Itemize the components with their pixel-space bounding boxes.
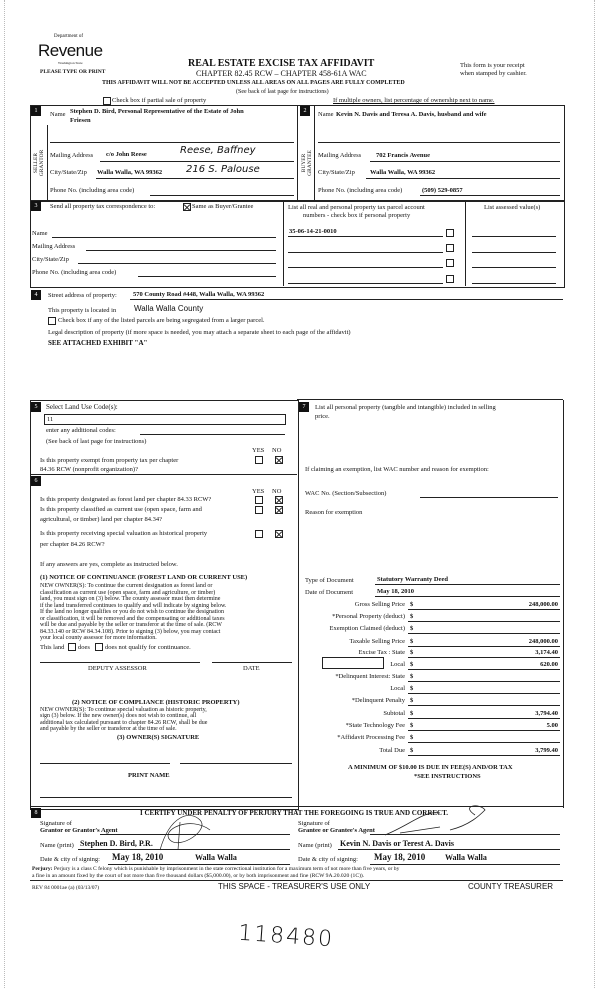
seller-city-label: City/State/Zip	[50, 169, 87, 176]
notice1-text: NEW OWNER(S): To continue the current designation as forest land or classification as current use (open space, farm and agriculture, or timber) land, you must sign on (3) below. The county assessor must then determine if the land transferred continues to qualify and will indicate by signing below. If the land no longer qualifies or you do not wish to continue the designation or classification, it will be removed and the compensating or additional taxes will be due and payable by the seller or transferor at the time of sale. (RCW 84.33.140 or RCW 84.34.108). Prior to signing (3) below, you may contact your local county assessor for more information.	[40, 583, 227, 641]
treasurer-use: THIS SPACE - TREASURER'S USE ONLY	[218, 882, 371, 891]
currency-sign: $	[410, 710, 414, 717]
personal-property-checkbox[interactable]	[446, 229, 454, 237]
owner-signature-field[interactable]	[40, 763, 170, 764]
grantor-city-field[interactable]: Walla Walla	[195, 853, 237, 862]
grantor-sig-label-2: Grantor or Grantor's Agent	[40, 827, 118, 834]
amount-label: Local	[390, 685, 405, 692]
amount-label: Subtotal	[383, 710, 405, 717]
owner-signature-label: (3) OWNER(S) SIGNATURE	[117, 734, 200, 741]
see-back: (See back of last page for instructions)	[236, 89, 329, 95]
amount-underline	[408, 681, 560, 682]
historic-yes-checkbox[interactable]	[255, 530, 263, 538]
grantee-date-label: Date & city of signing:	[298, 856, 358, 863]
exempt-no-checkbox[interactable]	[275, 456, 283, 464]
buyer-mailing-label: Mailing Address	[318, 152, 362, 159]
corr-name-field[interactable]	[52, 237, 276, 238]
warning: THIS AFFIDAVIT WILL NOT BE ACCEPTED UNLESS ALL AREAS ON ALL PAGES ARE FULLY COMPLETED	[102, 80, 405, 86]
same-as-buyer-label: Same as Buyer/Grantee	[192, 203, 254, 210]
corr-city-label: City/State/Zip	[32, 256, 69, 263]
currency-sign: $	[410, 601, 414, 608]
amount-label: Exemption Claimed (deduct)	[329, 625, 405, 632]
corr-phone-label: Phone No. (including area code)	[32, 269, 117, 276]
corr-name-label: Name	[32, 230, 48, 237]
handwritten-number: 118480	[237, 920, 335, 953]
amount-underline	[408, 657, 560, 658]
perjury-notice-2: a fine in an amount fixed by the court of not more than five thousand dollars ($5,000.00), or by both imprisonment and fine (RCW 9A.20.020 (1C)).	[32, 873, 365, 879]
currency-sign: $	[410, 625, 414, 632]
seller-mailing-label: Mailing Address	[50, 152, 94, 159]
amount-label: *Delinquent Interest: State	[335, 673, 405, 680]
section-number: 8	[31, 808, 41, 818]
see-back-5: (See back of last page for instructions)	[46, 438, 147, 445]
buyer-name-field[interactable]: Kevin N. Davis and Teresa A. Davis, husband and wife	[336, 111, 487, 118]
local-code-field[interactable]	[322, 657, 384, 669]
currency-sign: $	[410, 638, 414, 645]
amount-field[interactable]: 3,794.40	[535, 710, 558, 717]
assessor-date-field[interactable]	[212, 662, 292, 663]
grantee-sig-label-2: Grantee or Grantee's Agent	[298, 827, 375, 834]
chapter: CHAPTER 82.45 RCW – CHAPTER 458-61A WAC	[196, 69, 367, 78]
historic-no-checkbox[interactable]	[275, 530, 283, 538]
grantee-date-field[interactable]: May 18, 2010	[374, 852, 426, 862]
yes-header: YES	[252, 447, 265, 454]
owner-signature-field-2[interactable]	[180, 763, 292, 764]
county-field[interactable]: Walla Walla County	[134, 304, 204, 313]
parcel-header-2: numbers - check box if personal property	[303, 212, 411, 219]
section-number: 4	[31, 290, 41, 300]
corr-mailing-label: Mailing Address	[32, 243, 76, 250]
buyer-name-label: Name	[318, 111, 334, 118]
amount-field[interactable]: 3,799.40	[535, 747, 558, 754]
amount-underline	[408, 669, 560, 670]
land-use-field[interactable]: 11	[44, 414, 286, 425]
personal-property-checkbox[interactable]	[446, 275, 454, 283]
located-label: This property is located in	[48, 307, 117, 314]
amount-label: Local	[390, 661, 405, 668]
legal-description-field[interactable]: SEE ATTACHED EXHIBIT "A"	[48, 339, 148, 347]
notice2-title: (2) NOTICE OF COMPLIANCE (HISTORIC PROPERTY)	[72, 699, 240, 706]
section-number: 7	[299, 402, 309, 412]
street-address-field[interactable]: 570 County Road #448, Walla Walla, WA 99362	[133, 291, 265, 298]
partial-sale-label: Check box if partial sale of property	[112, 97, 207, 104]
buyer-mailing-field[interactable]: 702 Francis Avenue	[376, 152, 431, 159]
does-not-label: does not qualify for continuance.	[105, 644, 191, 651]
legal-description-label: Legal description of property (if more space is needed, you may attach a separate sheet to each page of the affidavit)	[48, 329, 351, 336]
segregated-checkbox[interactable]	[48, 317, 56, 325]
grantor-sig-label: Signature of	[40, 820, 72, 827]
please-type: PLEASE TYPE OR PRINT	[40, 69, 106, 75]
amount-field[interactable]: 248,000.00	[528, 601, 558, 608]
section-number: 6	[31, 476, 41, 486]
this-land-label: This land	[40, 644, 65, 651]
receipt-note-2: when stamped by cashier.	[460, 70, 527, 77]
assessed-value-field[interactable]	[472, 267, 556, 268]
amount-underline	[408, 693, 560, 694]
reason-label: Reason for exemption	[305, 509, 363, 516]
amount-underline	[408, 730, 560, 731]
amount-underline	[408, 621, 560, 622]
grantee-sig-label: Signature of	[298, 820, 330, 827]
grantee-name-field[interactable]: Kevin N. Davis or Terest A. Davis	[340, 839, 454, 848]
amount-field[interactable]: 248,000.00	[528, 638, 558, 645]
additional-codes-field[interactable]	[140, 434, 285, 435]
forest-no-checkbox[interactable]	[275, 496, 283, 504]
seller-phone-label: Phone No. (including area code)	[50, 187, 135, 194]
currency-sign: $	[410, 673, 414, 680]
currency-sign: $	[410, 649, 414, 656]
assessed-value-field[interactable]	[472, 236, 556, 237]
buyer-phone-label: Phone No. (including area code)	[318, 187, 403, 194]
corr-city-field[interactable]	[78, 263, 276, 264]
currency-sign: $	[410, 697, 414, 704]
amount-label: *Affidavit Processing Fee	[337, 734, 405, 741]
seller-name-field-line2[interactable]: Friesen	[70, 117, 91, 124]
grantor-date-label: Date & city of signing:	[40, 856, 100, 863]
minimum-note: A MINIMUM OF $10.00 IS DUE IN FEE(S) AND/OR TAX	[348, 764, 513, 771]
current-use-yes-checkbox[interactable]	[255, 506, 263, 514]
does-qualify-checkbox[interactable]	[68, 643, 76, 651]
no-header: NO	[272, 447, 282, 454]
amount-label: *Delinquent Penalty	[351, 697, 405, 704]
buyer-side-label: BUYER GRANTEE	[301, 150, 313, 176]
print-name-label: PRINT NAME	[128, 772, 170, 779]
personal-property-label-2: price.	[315, 413, 330, 420]
seller-side-label: SELLER GRANTOR	[33, 149, 45, 177]
see-instructions: *SEE INSTRUCTIONS	[414, 773, 481, 780]
exemption-label: If claiming an exemption, list WAC number and reason for exemption:	[305, 466, 489, 473]
county-treasurer: COUNTY TREASURER	[468, 882, 554, 891]
seller-city-field[interactable]: Walla Walla, WA 99362	[97, 169, 163, 176]
section-number: 1	[31, 106, 41, 116]
wac-field[interactable]	[420, 497, 558, 498]
parcel-number[interactable]: 35-06-14-21-0010	[289, 228, 337, 235]
assessed-value-field[interactable]	[472, 283, 556, 284]
certify-statement: I CERTIFY UNDER PENALTY OF PERJURY THAT THE FOREGOING IS TRUE AND CORRECT.	[140, 809, 449, 817]
grantor-name-field[interactable]: Stephen D. Bird, P.R.	[80, 839, 153, 848]
amount-underline	[408, 705, 560, 706]
seller-mailing-field[interactable]: c/o John Reese	[106, 151, 147, 158]
buyer-phone-field[interactable]: (509) 529-0857	[422, 187, 463, 194]
section-number: 5	[31, 402, 41, 412]
assessed-header: List assessed value(s)	[484, 204, 541, 211]
amount-label: *Personal Property (deduct)	[332, 613, 405, 620]
amount-underline	[408, 718, 560, 719]
amount-label: Taxable Selling Price	[349, 638, 405, 645]
forest-question: Is this property designated as forest land per chapter 84.33 RCW?	[40, 496, 212, 503]
receipt-note: This form is your receipt	[460, 62, 525, 69]
form-title: REAL ESTATE EXCISE TAX AFFIDAVIT	[188, 58, 375, 69]
buyer-city-label: City/State/Zip	[318, 169, 355, 176]
exempt-yes-checkbox[interactable]	[255, 456, 263, 464]
grantor-date-field[interactable]: May 18, 2010	[112, 852, 164, 862]
seller-phone-field[interactable]	[150, 195, 294, 196]
corr-phone-field[interactable]	[138, 276, 276, 277]
logo-state: Washington State	[58, 61, 83, 65]
exempt-question: Is this property exempt from property tax per chapter	[40, 457, 179, 464]
personal-property-checkbox[interactable]	[446, 259, 454, 267]
assessed-value-field[interactable]	[472, 252, 556, 253]
print-name-field[interactable]	[40, 797, 292, 798]
current-use-question-2: agricultural, or timber) land per chapter 84.34?	[40, 516, 163, 523]
forest-yes-checkbox[interactable]	[255, 496, 263, 504]
grantee-name-label: Name (print)	[298, 842, 332, 849]
multiple-owners-note: If multiple owners, list percentage of ownership next to name.	[333, 97, 495, 104]
historic-question: Is this property receiving special valuation as historical property	[40, 530, 208, 537]
perjury-notice: Perjury: Perjury is a class C felony which is punishable by imprisonment in the state correctional institution for a maximum term of not more than five years, or by	[32, 866, 400, 872]
section-number: 2	[300, 106, 310, 116]
date-label: DATE	[243, 665, 260, 672]
buyer-city-field[interactable]: Walla Walla, WA 99362	[370, 169, 436, 176]
amount-underline	[408, 742, 560, 743]
seller-mailing-handwritten: Reese, Baffney	[180, 145, 256, 156]
seller-name-field[interactable]: Stephen D. Bird, Personal Representative of the Estate of John	[70, 108, 244, 115]
land-use-label: Select Land Use Code(s):	[46, 403, 118, 411]
section-number: 3	[31, 201, 41, 211]
currency-sign: $	[410, 722, 414, 729]
logo-top: Department of	[54, 34, 84, 39]
amount-label: Gross Selling Price	[354, 601, 405, 608]
seller-name-label: Name	[50, 111, 66, 118]
doc-type-label: Type of Document	[305, 577, 354, 584]
wac-label: WAC No. (Section/Subsection)	[305, 490, 387, 497]
amount-label: Excise Tax : State	[358, 649, 405, 656]
send-correspondence-label: Send all property tax correspondence to:	[50, 203, 156, 210]
doc-type-field[interactable]: Statutory Warranty Deed	[377, 576, 449, 583]
grantee-city-field[interactable]: Walla Walla	[445, 853, 487, 862]
corr-mailing-field[interactable]	[86, 250, 276, 251]
current-use-no-checkbox[interactable]	[275, 506, 283, 514]
amount-underline	[408, 755, 560, 756]
amount-field[interactable]: 3,174.40	[535, 649, 558, 656]
personal-property-checkbox[interactable]	[446, 244, 454, 252]
same-as-buyer-checkbox[interactable]	[183, 203, 191, 211]
exempt-question-2: 84.36 RCW (nonprofit organization)?	[40, 466, 138, 473]
amount-label: Total Due	[379, 747, 405, 754]
deputy-assessor-field[interactable]	[40, 662, 200, 663]
personal-property-label: List all personal property (tangible and intangible) included in selling	[315, 404, 496, 411]
amount-label: *State Technology Fee	[345, 722, 405, 729]
additional-codes-label: enter any additional codes:	[46, 427, 116, 434]
scan-edge-left	[4, 0, 5, 988]
grantor-name-label: Name (print)	[40, 842, 74, 849]
seller-city-handwritten: 216 S. Palouse	[186, 164, 260, 175]
currency-sign: $	[410, 613, 414, 620]
deputy-assessor-label: DEPUTY ASSESSOR	[88, 665, 147, 672]
doc-date-field[interactable]: May 18, 2010	[377, 588, 415, 595]
amount-underline	[408, 633, 560, 634]
no-header: NO	[272, 488, 282, 495]
amount-underline	[408, 646, 560, 647]
logo-main: Revenue	[38, 41, 103, 60]
currency-sign: $	[410, 747, 414, 754]
doc-date-label: Date of Document	[305, 589, 354, 596]
if-yes-note: If any answers are yes, complete as instructed below.	[40, 561, 178, 568]
street-address-label: Street address of property:	[48, 292, 117, 299]
partial-sale-checkbox[interactable]	[103, 97, 111, 105]
currency-sign: $	[410, 734, 414, 741]
amount-underline	[408, 609, 560, 610]
amount-field[interactable]: 5.00	[546, 722, 558, 729]
historic-question-2: per chapter 84.26 RCW?	[40, 541, 105, 548]
form-number: REV 84 0001ae (a) (03/13/07)	[32, 885, 100, 891]
current-use-question: Is this property classified as current use (open space, farm and	[40, 506, 202, 513]
notice1-title: (1) NOTICE OF CONTINUANCE (FOREST LAND OR CURRENT USE)	[40, 574, 248, 581]
amount-field[interactable]: 620.00	[540, 661, 558, 668]
notice2-text: NEW OWNER(S): To continue special valuation as historic property, sign (3) below. If the new owner(s) does not wish to continue, all additional tax calculated pursuant to chapter 84.26 RCW, shall be due and payable by the seller or transferor at the time of sale.	[40, 707, 208, 732]
does-not-qualify-checkbox[interactable]	[95, 643, 103, 651]
currency-sign: $	[410, 685, 414, 692]
yes-header: YES	[252, 488, 265, 495]
currency-sign: $	[410, 661, 414, 668]
parcel-header: List all real and personal property tax parcel account	[288, 204, 425, 211]
scan-edge-right	[594, 0, 595, 988]
does-label: does	[78, 644, 90, 651]
segregated-label: Check box if any of the listed parcels are being segregated from a larger parcel.	[58, 317, 265, 324]
